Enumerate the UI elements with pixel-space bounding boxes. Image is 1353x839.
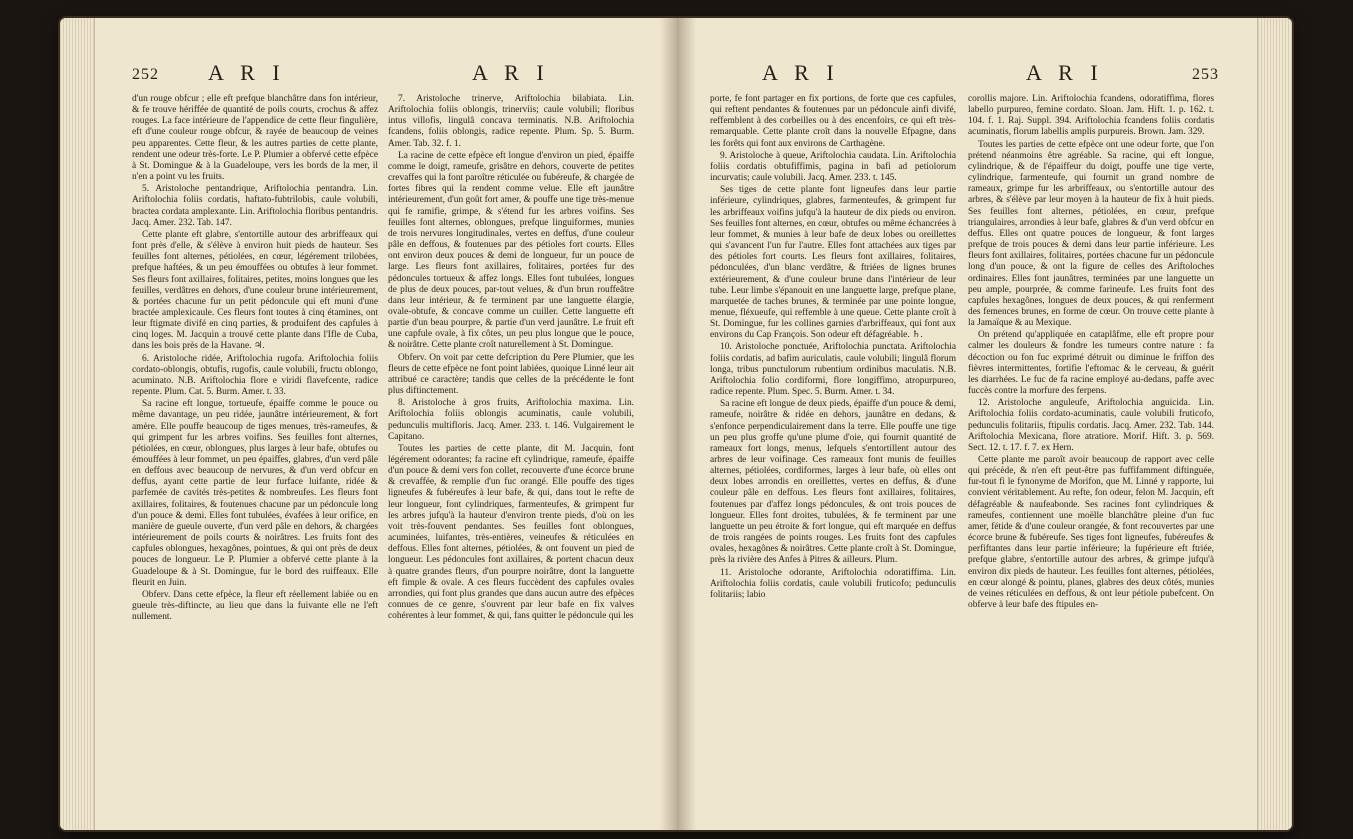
paragraph: Ses tiges de cette plante font ligneufes dans leur partie inférieure, cylindriques, glabres, farmenteufes, & grimpent fur les arbriffeaux voifins jufqu'à la hauteur de dix pieds ou environ. Ses feuilles font alternes, en cœur, obtufes ou même échancrées à leur fommet, & munies à leur bafe de deux lobes ou oreillettes qui s'avancent l'un fur l'autre. Elles font attachées aux tiges par des pétioles fort courts. Les fleurs font axillaires, folitaires, pédonculées, d'un blanc verdâtre, & ftriées de lignes brunes extérieurement, & d'une couleur brune dans l'intérieur de leur tube. Leur limbe s'épanouit en une languette large, prefque plane, marquetée de taches brunes, & terminée par une pointe longue, menue, fléxueufe, qui reffemble à une queue. Cette plante croît à St. Domingue, fur les collines garnies d'arbriffeaux, qui font aux environs du Cap François. Son odeur eft défagréable. ♄.	[710, 185, 956, 341]
paragraph: 5. Aristoloche pentandrique, Ariftolochia pentandra. Lin. Ariftolochia foliis cordatis, haftato-fubtrilobis, caule volubili, bractea cordata amplexante. Lin. Ariftolochia floribus pentandris. Jacq. Amer. 232. Tab. 147.	[132, 184, 378, 228]
text-column-2	[968, 94, 1214, 612]
running-head: A R I	[762, 60, 840, 85]
paragraph: Sa racine eft longue, tortueufe, épaiffe comme le pouce ou même davantage, un peu ridée, jaunâtre intérieurement, & fort amère. Elle pouffe beaucoup de tiges menues, très-rameufes, & qui grimpent fur les arbres voifins. Ses feuilles font alternes, pétiolées, en cœur, oblongues, plus larges à leur bafe, obtufes ou émouffées à leur fommet, un peu épaiffes, glabres, d'un verd pâle en deffous avec beaucoup de nervures, & d'un verd obfcur en deffus, ayant cette partie de leur furface luifante, ridée & parfemée de cavités très-petites & nombreufes. Les fleurs font axillaires, folitaires, & foutenues chacune par un pédoncule long d'un pouce & demi. Elles font tubulées, évafées à leur orifice, en manière de gueule ouverte, d'un verd pâle en dehors, & chargées intérieurement de poils courts & noirâtres. Les fruits font des capfules oblongues, hexagônes, pointues, & qui ont près de deux pouces de longueur. Le P. Plumier a obfervé cette plante à la Guadeloupe & à St. Domingue, fur le bord des ruiffeaux. Elle fleurit en Juin.	[132, 399, 378, 588]
paragraph: Toutes les parties de cette plante, dit M. Jacquin, font légérement odorantes; fa racine eft cylindrique, rameufe, épaiffe d'un pouce & demi vers fon collet, recouverte d'une écorce brune & crevaffée, & remplie d'un fuc orangé. Elle pouffe des tiges ligneufes & fubéreufes à leur bafe, & qui, dans tout le refte de leur longueur, font cylindriques, farmenteufes, & grimpent fur les arbres jufqu'à la hauteur d'environ trente pieds, d'où on les voit très-fouvent pendantes. Ses feuilles font oblongues, acuminées, luifantes, très-entières, veineufes & réticulées en deffous. Elles font alternes, pétiolées, & ont fouvent un pied de longueur. Les pédoncules font axillaires, & portent chacun deux à quatre grandes fleurs, d'un pourpre noirâtre, dont la languette eft fimple & ovale. A ces fleurs fuccèdent des capfules ovales arrondies, qui font plus grandes que dans aucun autre des efpèces connues de ce genre, s'ouvrent par leur bafe en fix valves cohérentes à leur fommet, & qui, fans quitter le pédoncule qui les	[388, 443, 634, 622]
book-gutter	[660, 18, 696, 830]
right-page	[696, 18, 1256, 830]
paragraph: Toutes les parties de cette efpèce ont une odeur forte, que l'on prétend néanmoins être agréable. Sa racine, qui eft longue, cylindrique, & de l'épaiffeur du doigt, pouffe une tige verte, cylindrique, farmenteufe, qui fournit un grand nombre de rameaux, grimpe fur les arbriffeaux, ou s'entortille autour des arbres, & s'élève par leur moyen à la hauteur de fix à huit pieds. Ses feuilles font alternes, pétiolées, en cœur, prefque triangulaires, arrondies à leur bafe, glabres & d'un verd obfcur en deffus. Elles ont quatre pouces de longueur, & font larges prefque de trois pouces & demi dans leur partie inférieure. Les fleurs font axillaires, folitaires, portées chacune fur un pédoncule long d'un pouce, & ont la figure de celles des Ariftoloches ordinaires. Elles font jaunâtres, terminées par une languette un peu ample, pourprée, & comme farineufe. Les fruits font des capfules hexagônes, longues de deux pouces, & qui renferment des femences brunes, en forme de cœur. On trouve cette plante à la Jamaïque & au Mexique.	[968, 139, 1214, 329]
paragraph: 9. Aristoloche à queue, Ariftolochia caudata. Lin. Ariftolochia foliis cordatis obtufiffimis, pagina in bafi ad petiolorum incurvatis; caule volubili. Jacq. Amer. 233. t. 145.	[710, 150, 956, 184]
running-head: A R I	[472, 60, 550, 85]
paragraph: 12. Aristoloche anguleufe, Ariftolochia anguicida. Lin. Ariftolochia foliis cordato-acuminatis, caule volubili fruticofo, pedunculis folitariis, ftipulis cordatis. Jacq. Amer. 232. Tab. 144. Ariftolochia Mexicana, flore atratiore. Morif. Hift. 3. p. 569. Sect. 12. t. 17. f. 7. ex Hern.	[968, 398, 1214, 453]
right-page-edges	[1257, 18, 1292, 830]
paragraph: 7. Aristoloche trinerve, Ariftolochia bilabiata. Lin. Ariftolochia foliis oblongis, trinerviis; caule volubili; floribus intus villofis, lingulâ concava terminatis. N.B. Ariftolochia fcandens, foliis oblongis, radice repente. Plum. Sp. 5. Burm. Amer. Tab. 32. f. 1.	[388, 94, 634, 149]
paragraph: porte, fe font partager en fix portions, de forte que ces capfules, qui reftent pendantes & foutenues par un pédoncule ainfi divifé, reffemblent à des corbeilles ou à des encenfoirs, ce qui eft très-remarquable. Cette plante croît dans la nouvelle Efpagne, dans les forêts qui font aux environs de Carthagène.	[710, 94, 956, 149]
page-number: 252	[132, 66, 159, 83]
paragraph: 10. Aristoloche ponctuée, Ariftolochia punctata. Ariftolochia foliis cordatis, ad bafim auriculatis, caule volubili; lingulâ florum longa, tribus punctulorum rubentium ordinibus maculatis. N.B. Ariftolochia folio cordiformi, flore longiffimo, atropurpureo, radice repente. Plum. Spec. 5. Burm. Amer. t. 34.	[710, 342, 956, 398]
open-book	[60, 18, 1292, 830]
paragraph: d'un rouge obfcur ; elle eft prefque blanchâtre dans fon intérieur, & fe trouve hériffée de quantité de poils courts, crochus & affez rouges. La face intérieure de l'appendice de cette fleur fingulière, eft d'une couleur rouge obfcur, & rayée de beaucoup de veines peu apparentes. Cette fleur, & les autres parties de cette plante, rendent une odeur très-forte. Le P. Plumier a obfervé cette efpèce à St. Domingue & à la Guadeloupe, vers les bords de la mer, il n'en a point vu les fruits.	[132, 94, 378, 183]
text-column-2	[388, 94, 634, 623]
paragraph: 8. Aristoloche à gros fruits, Ariftolochia maxima. Lin. Ariftolochia foliis oblongis acuminatis, caule volubili, pedunculis multifloris. Jacq. Amer. 233. t. 146. Vulgairement le Capitano.	[388, 398, 634, 442]
running-head: A R I	[208, 60, 286, 85]
paragraph: Obferv. On voit par cette defcription du Pere Plumier, que les fleurs de cette efpèce ne font point labiées, quoique Linné leur ait attribué ce caractère; tandis que celles de la précédente le font plus diftinctement.	[388, 352, 634, 397]
paragraph: Sa racine eft longue de deux pieds, épaiffe d'un pouce & demi, rameufe, noirâtre & ridée en dehors, jaunâtre en dedans, & s'enfonce perpendiculairement dans la terre. Elle pouffe une tige un peu plus groffe qu'une plume d'oie, qui fournit quantité de rameaux fort longs, menus, lefquels s'entortillent autour des arbres de leur voifinage. Ces rameaux font munis de feuilles alternes, pétiolées, cordiformes, larges à leur bafe, où elles ont deux lobes arrondis en oreillettes, vertes en deffus, & d'une couleur pâle en deffous. Les fleurs font axillaires, folitaires, foutenues par d'affez longs pédoncules, & ont trois pouces de longueur. Elles font droites, tubulées, & fe terminent par une languette un peu étroite & fort longue, qui eft marquée en deffus de trois rangées de points rouges. Les fruits font des capfules ovales, hexagônes & noirâtres. Cette plante croît à St. Domingue, près la rivière des Anfes à Pitres & ailleurs. Plum.	[710, 399, 956, 566]
paragraph: 11. Aristoloche odorante, Ariftolochia odoratiffima. Lin. Ariftolochia foliis cordatis, caule volubili fruticofo; pedunculis folitariis; labio	[710, 567, 956, 600]
text-column-1	[710, 94, 956, 602]
right-page-header	[696, 60, 1256, 88]
left-page-header	[96, 60, 662, 88]
left-page-edges	[60, 18, 95, 830]
paragraph: corollis majore. Lin. Ariftolochia fcandens, odoratiffima, flores labello purpureo, femine cordato. Sloan. Jam. Hift. 1. p. 162. t. 104. f. 1. Raj. Suppl. 394. Ariftolochia fcandens foliis cordatis acuminatis, florum labellis amplis purpureis. Brown. Jam. 329.	[968, 94, 1214, 138]
paragraph: Obferv. Dans cette efpèce, la fleur eft réellement labiée ou en gueule très-diftincte, au lieu que dans la fuivante elle ne l'eft nullement.	[132, 589, 378, 623]
paragraph: La racine de cette efpèce eft longue d'environ un pied, épaiffe comme le doigt, rameufe, grisâtre en dehors, couverte de petites crevaffes qui la font paroître réticulée ou fubéreufe, & chargée de fortes fibres qui la rendent comme velue. Elle eft jaunâtre intérieurement, d'un goût fort amer, & pouffe une tige très-menue qui fe ramifie, grimpe, & s'étend fur les arbres voifins. Ses feuilles font alternes, oblongues, prefque linguiformes, munies de trois nervures longitudinales, vertes en deffus, d'une couleur pâle en deffous, & foutenues par des pétioles fort courts. Elles ont environ deux pouces & demi de longueur, fur un pouce de large. Les fleurs font axillaires, folitaires, portées fur des pédoncules tortueux & affez longs. Elles font tubulées, longues de plus de deux pouces, par-tout velues, & d'un brun rouffeâtre dans leur intérieur, & fe terminent par une languette élargie, ovale-obtufe, & concave comme un cuiller. Cette languette eft partie d'un beau pourpre, & partie d'un verd jaunâtre. Le fruit eft une capfule ovale, à fix côtes, un peu plus longue que le pouce, & noirâtre. Cette plante croît naturellement à St. Domingue.	[388, 150, 634, 351]
paragraph: On prétend qu'appliquée en cataplâfme, elle eft propre pour calmer les douleurs & fondre les tumeurs contre nature : fa décoction ou fon fuc exprimé détruit ou diminue le friffon des fièvres intermittentes, fortifie l'eftomac & le cerveau, & guérit les diarrhées. Le fuc de fa racine employé au-dedans, paffe avec fuccès contre la morfure des ferpens.	[968, 330, 1214, 397]
paragraph: Cette plante me paroît avoir beaucoup de rapport avec celle qui précède, & n'en eft peut-être pas fuffifamment diftinguée, fur-tout fi le fynonyme de Morifon, que M. Linné y rapporte, lui convient véritablement. Au refte, fon odeur, felon M. Jacquin, eft défagréable & naufeabonde. Ses racines font cylindriques & rameufes, contiennent une moëlle blanchâtre pleine d'un fuc amer, fétide & d'une couleur orangée, & font recouvertes par une écorce brune & fubéreufe. Ses tiges font ligneufes, fubéreufes & perfiftantes dans leur partie inférieure; la fupérieure eft ftriée, prefque glabre, s'entortille autour des arbres, & grimpe jufqu'à environ dix pieds de hauteur. Les feuilles font alternes, pétiolées, en cœur alongé & pointu, planes, glabres des deux côtés, munies de veines réticulées en deffous, & ont leur pétiole pubefcent. On obferve à leur bafe des ftipules en-	[968, 455, 1214, 611]
page-number: 253	[1192, 66, 1219, 83]
paragraph: 6. Aristoloche ridée, Ariftolochia rugofa. Ariftolochia foliis cordato-oblongis, obtufis, rugofis, caule volubili, fructu oblongo, acuminato. N.B. Ariftolochia flore e viridi flavefcente, radice repente. Plum. Cat. 5. Burm. Amer. t. 33.	[132, 353, 378, 398]
paragraph: Cette plante eft glabre, s'entortille autour des arbriffeaux qui font près d'elle, & s'élève à environ huit pieds de hauteur. Ses feuilles font alternes, pétiolées, en cœur, légérement trilobées, prefque haftées, & un peu émouffées ou obtufes à leur fommet. Ses fleurs font axillaires, folitaires, petites, moins longues que les feuilles, verdâtres en dehors, d'une couleur brune intérieurement, & portées chacune fur un petit pédoncule qui eft muni d'une bractée amplexicaule. Ces fleurs font toutes à cinq étamines, ont leur ftigmate divifé en cinq parties, & produifent des capfules à cinq loges. M. Jacquin a trouvé cette plante dans l'Ifle de Cuba, dans les bois près de la Havane. ♃.	[132, 229, 378, 352]
text-column-1	[132, 94, 378, 624]
running-head: A R I	[1026, 60, 1104, 85]
left-page	[96, 18, 662, 830]
